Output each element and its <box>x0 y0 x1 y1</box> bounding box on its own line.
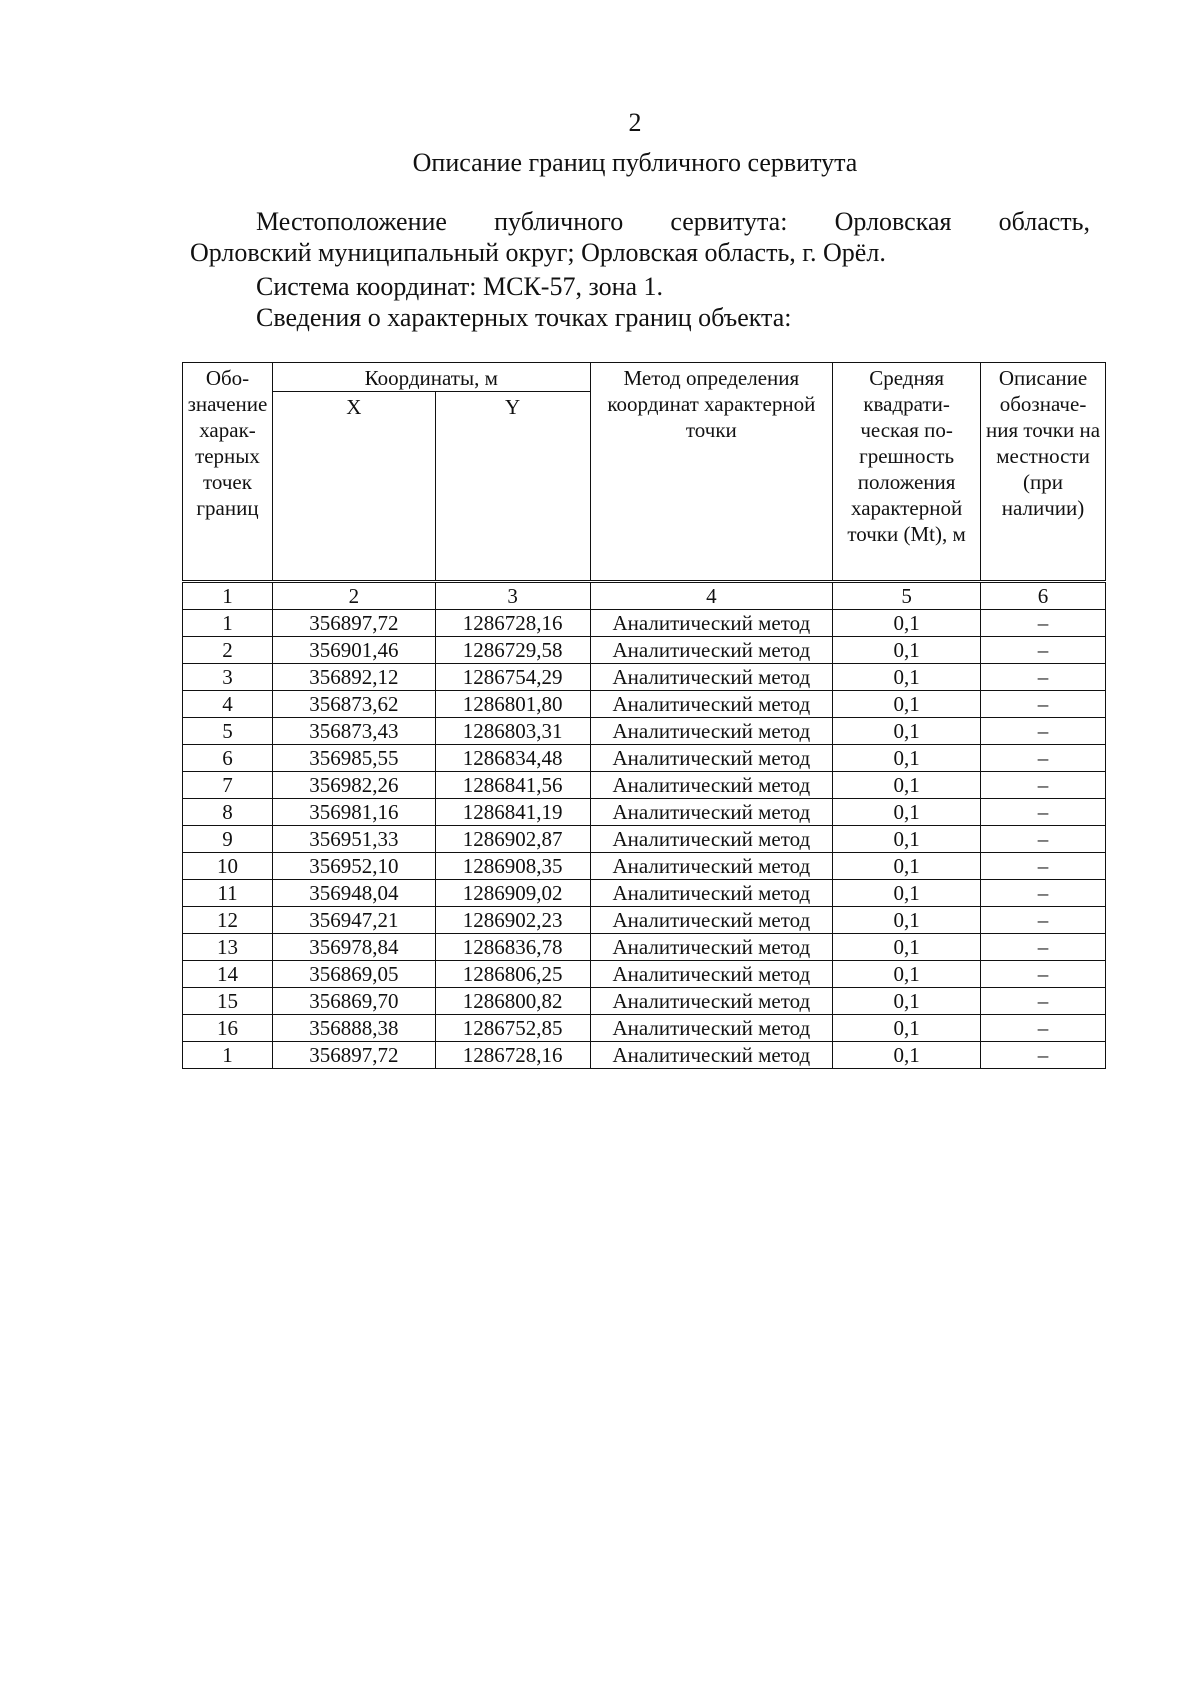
cell-description: – <box>981 610 1106 637</box>
cell-x: 356869,70 <box>272 988 435 1015</box>
cell-point-number: 16 <box>183 1015 273 1042</box>
cell-method: Аналитический метод <box>590 745 833 772</box>
header-x: X <box>272 392 435 582</box>
cell-method: Аналитический метод <box>590 691 833 718</box>
cell-description: – <box>981 1015 1106 1042</box>
cell-error: 0,1 <box>833 961 981 988</box>
cell-point-number: 2 <box>183 637 273 664</box>
cell-description: – <box>981 691 1106 718</box>
cell-point-number: 7 <box>183 772 273 799</box>
table-row <box>183 826 1106 853</box>
cell-error: 0,1 <box>833 907 981 934</box>
cell-x: 356897,72 <box>272 610 435 637</box>
page-number: 2 <box>628 108 642 137</box>
cell-description: – <box>981 934 1106 961</box>
table-row <box>183 961 1106 988</box>
column-number: 4 <box>590 582 833 610</box>
cell-point-number: 15 <box>183 988 273 1015</box>
location-line-2: Орловский муниципальный округ; Орловская область, г. Орёл. <box>190 238 886 267</box>
cell-y: 1286836,78 <box>435 934 590 961</box>
points-heading: Сведения о характерных точках границ объекта: <box>256 303 792 332</box>
cell-method: Аналитический метод <box>590 826 833 853</box>
cell-method: Аналитический метод <box>590 880 833 907</box>
cell-error: 0,1 <box>833 1042 981 1069</box>
cell-point-number: 14 <box>183 961 273 988</box>
header-error: Средняя квадрати-ческая по-грешность положения характерной точки (Mt), м <box>833 363 981 582</box>
cell-x: 356888,38 <box>272 1015 435 1042</box>
cell-method: Аналитический метод <box>590 961 833 988</box>
location-paragraph <box>190 206 1090 268</box>
cell-method: Аналитический метод <box>590 772 833 799</box>
cell-x: 356873,62 <box>272 691 435 718</box>
header-method: Метод определения координат характерной точки <box>590 363 833 582</box>
cell-y: 1286908,35 <box>435 853 590 880</box>
cell-x: 356978,84 <box>272 934 435 961</box>
cell-error: 0,1 <box>833 745 981 772</box>
table-row <box>183 1042 1106 1069</box>
column-number: 1 <box>183 582 273 610</box>
table-row <box>183 853 1106 880</box>
cell-x: 356947,21 <box>272 907 435 934</box>
cell-description: – <box>981 961 1106 988</box>
cell-x: 356985,55 <box>272 745 435 772</box>
cell-point-number: 4 <box>183 691 273 718</box>
cell-y: 1286841,56 <box>435 772 590 799</box>
table-row <box>183 718 1106 745</box>
cell-x: 356873,43 <box>272 718 435 745</box>
cell-x: 356951,33 <box>272 826 435 853</box>
cell-point-number: 11 <box>183 880 273 907</box>
cell-y: 1286909,02 <box>435 880 590 907</box>
cell-y: 1286902,23 <box>435 907 590 934</box>
cell-description: – <box>981 799 1106 826</box>
cell-error: 0,1 <box>833 718 981 745</box>
cell-x: 356901,46 <box>272 637 435 664</box>
cell-y: 1286806,25 <box>435 961 590 988</box>
column-number: 6 <box>981 582 1106 610</box>
cell-x: 356869,05 <box>272 961 435 988</box>
cell-y: 1286841,19 <box>435 799 590 826</box>
cell-method: Аналитический метод <box>590 718 833 745</box>
cell-method: Аналитический метод <box>590 664 833 691</box>
cell-x: 356952,10 <box>272 853 435 880</box>
cell-method: Аналитический метод <box>590 853 833 880</box>
cell-point-number: 10 <box>183 853 273 880</box>
table-row <box>183 1015 1106 1042</box>
cell-method: Аналитический метод <box>590 1042 833 1069</box>
cell-x: 356981,16 <box>272 799 435 826</box>
coordinate-system: Система координат: МСК-57, зона 1. <box>256 272 664 301</box>
cell-error: 0,1 <box>833 799 981 826</box>
cell-error: 0,1 <box>833 934 981 961</box>
cell-description: – <box>981 907 1106 934</box>
cell-point-number: 1 <box>183 610 273 637</box>
table-row <box>183 691 1106 718</box>
table-row <box>183 907 1106 934</box>
cell-description: – <box>981 637 1106 664</box>
column-number: 2 <box>272 582 435 610</box>
table-body <box>183 582 1106 1069</box>
cell-y: 1286800,82 <box>435 988 590 1015</box>
column-number: 5 <box>833 582 981 610</box>
cell-description: – <box>981 718 1106 745</box>
cell-error: 0,1 <box>833 691 981 718</box>
header-y: Y <box>435 392 590 582</box>
cell-error: 0,1 <box>833 664 981 691</box>
header-coordinates: Координаты, м <box>272 363 590 392</box>
cell-description: – <box>981 745 1106 772</box>
cell-error: 0,1 <box>833 1015 981 1042</box>
cell-point-number: 5 <box>183 718 273 745</box>
cell-error: 0,1 <box>833 637 981 664</box>
cell-description: – <box>981 1042 1106 1069</box>
cell-description: – <box>981 853 1106 880</box>
cell-description: – <box>981 772 1106 799</box>
cell-x: 356948,04 <box>272 880 435 907</box>
cell-point-number: 8 <box>183 799 273 826</box>
cell-method: Аналитический метод <box>590 637 833 664</box>
cell-error: 0,1 <box>833 988 981 1015</box>
cell-x: 356892,12 <box>272 664 435 691</box>
table-row <box>183 880 1106 907</box>
coordinates-table <box>182 362 1106 1069</box>
cell-point-number: 1 <box>183 1042 273 1069</box>
table-row <box>183 772 1106 799</box>
column-numbers-row <box>183 582 1106 610</box>
cell-description: – <box>981 880 1106 907</box>
table-row <box>183 934 1106 961</box>
cell-y: 1286729,58 <box>435 637 590 664</box>
cell-y: 1286803,31 <box>435 718 590 745</box>
cell-description: – <box>981 664 1106 691</box>
document-title: Описание границ публичного сервитута <box>412 148 858 177</box>
cell-description: – <box>981 988 1106 1015</box>
header-designation: Обо-значение харак-терных точек границ <box>183 363 273 582</box>
table-row <box>183 988 1106 1015</box>
cell-y: 1286728,16 <box>435 610 590 637</box>
cell-point-number: 6 <box>183 745 273 772</box>
cell-y: 1286834,48 <box>435 745 590 772</box>
cell-error: 0,1 <box>833 772 981 799</box>
cell-point-number: 9 <box>183 826 273 853</box>
cell-error: 0,1 <box>833 610 981 637</box>
header-description: Описание обозначе-ния точки на местности (при наличии) <box>981 363 1106 582</box>
cell-y: 1286754,29 <box>435 664 590 691</box>
cell-method: Аналитический метод <box>590 610 833 637</box>
cell-point-number: 12 <box>183 907 273 934</box>
cell-method: Аналитический метод <box>590 1015 833 1042</box>
table-row <box>183 799 1106 826</box>
cell-point-number: 3 <box>183 664 273 691</box>
table-row <box>183 745 1106 772</box>
cell-method: Аналитический метод <box>590 934 833 961</box>
cell-error: 0,1 <box>833 880 981 907</box>
cell-x: 356897,72 <box>272 1042 435 1069</box>
table-row <box>183 637 1106 664</box>
cell-point-number: 13 <box>183 934 273 961</box>
cell-y: 1286728,16 <box>435 1042 590 1069</box>
table-row <box>183 610 1106 637</box>
column-number: 3 <box>435 582 590 610</box>
cell-method: Аналитический метод <box>590 988 833 1015</box>
cell-description: – <box>981 826 1106 853</box>
cell-y: 1286752,85 <box>435 1015 590 1042</box>
cell-method: Аналитический метод <box>590 799 833 826</box>
location-line-1: Местоположение публичного сервитута: Орловская область, <box>256 207 1090 236</box>
cell-error: 0,1 <box>833 826 981 853</box>
table-row <box>183 664 1106 691</box>
cell-x: 356982,26 <box>272 772 435 799</box>
cell-method: Аналитический метод <box>590 907 833 934</box>
cell-y: 1286902,87 <box>435 826 590 853</box>
cell-error: 0,1 <box>833 853 981 880</box>
cell-y: 1286801,80 <box>435 691 590 718</box>
